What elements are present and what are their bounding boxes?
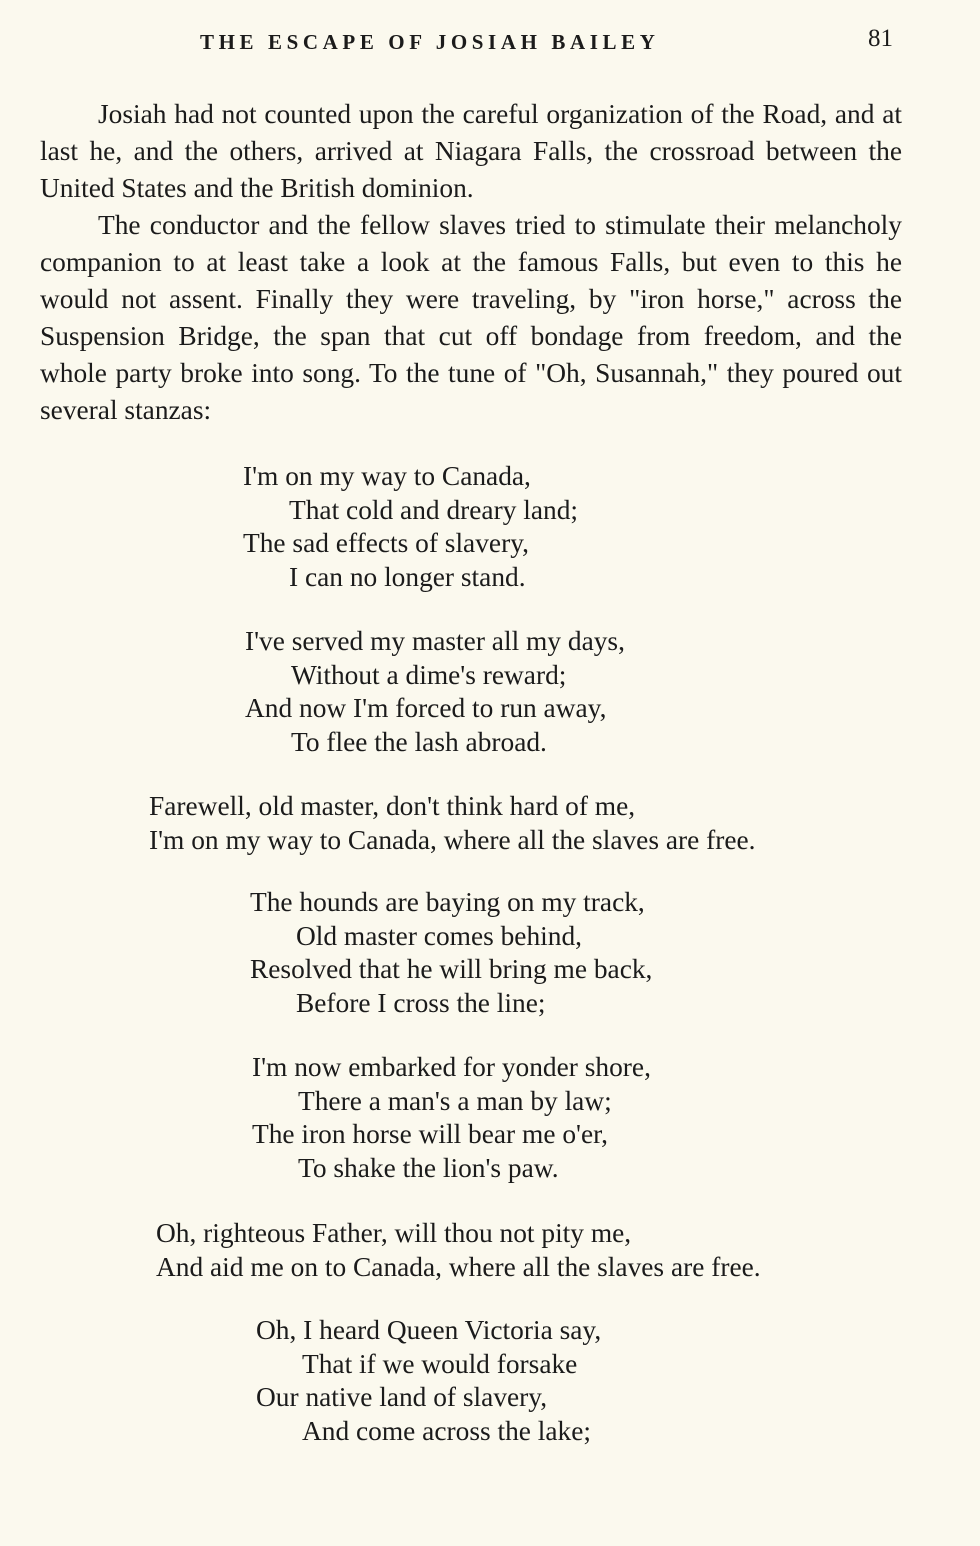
- song-refrain: [156, 1217, 761, 1284]
- verse-line: I'm now embarked for yonder shore,: [252, 1052, 651, 1082]
- refrain-line: Oh, righteous Father, will thou not pity me,: [156, 1218, 632, 1248]
- paragraph: The conductor and the fellow slaves tried to stimulate their melancholy companion to at least take a look at the famous Falls, but even to this he would not assent. Finally they were traveling, by "iron horse," across the Suspension Bridge, the span that cut off bondage from freedom, and the whole party broke into song. To the tune of "Oh, Susannah," they poured out several stanzas:: [40, 210, 902, 425]
- song-stanza: [250, 886, 652, 1020]
- page-number: 81: [868, 25, 893, 52]
- verse-line: There a man's a man by law;: [298, 1085, 612, 1116]
- verse-line: Without a dime's reward;: [291, 659, 567, 690]
- running-head: THE ESCAPE OF JOSIAH BAILEY: [200, 30, 660, 54]
- song-stanza: [256, 1314, 601, 1448]
- verse-line: The iron horse will bear me o'er,: [252, 1119, 608, 1149]
- verse-line: The sad effects of slavery,: [243, 528, 529, 558]
- song-refrain: [149, 790, 756, 857]
- verse-line: Oh, I heard Queen Victoria say,: [256, 1315, 602, 1345]
- refrain-line: And aid me on to Canada, where all the slaves are free.: [156, 1251, 761, 1282]
- song-stanza: [252, 1051, 651, 1185]
- verse-line: And come across the lake;: [302, 1415, 592, 1446]
- verse-line: Our native land of slavery,: [256, 1382, 548, 1412]
- verse-line: The hounds are baying on my track,: [250, 887, 645, 917]
- verse-line: Before I cross the line;: [296, 987, 546, 1018]
- verse-line: And now I'm forced to run away,: [245, 693, 607, 723]
- verse-line: That cold and dreary land;: [289, 494, 579, 525]
- refrain-line: I'm on my way to Canada, where all the slaves are free.: [149, 824, 756, 855]
- paragraph: Josiah had not counted upon the careful organization of the Road, and at last he, and the others, arrived at Niagara Falls, the crossroad between the United States and the British dominion.: [40, 99, 902, 203]
- verse-line: I can no longer stand.: [289, 561, 526, 592]
- verse-line: I'm on my way to Canada,: [243, 461, 531, 491]
- verse-line: To shake the lion's paw.: [298, 1152, 559, 1183]
- song-stanza: [245, 625, 625, 759]
- prose-body: [40, 96, 902, 429]
- song-stanza: [243, 460, 578, 594]
- verse-line: To flee the lash abroad.: [291, 726, 547, 757]
- verse-line: Old master comes behind,: [296, 920, 583, 951]
- verse-line: I've served my master all my days,: [245, 626, 625, 656]
- verse-line: Resolved that he will bring me back,: [250, 954, 653, 984]
- verse-line: That if we would forsake: [302, 1348, 578, 1379]
- refrain-line: Farewell, old master, don't think hard of me,: [149, 791, 636, 821]
